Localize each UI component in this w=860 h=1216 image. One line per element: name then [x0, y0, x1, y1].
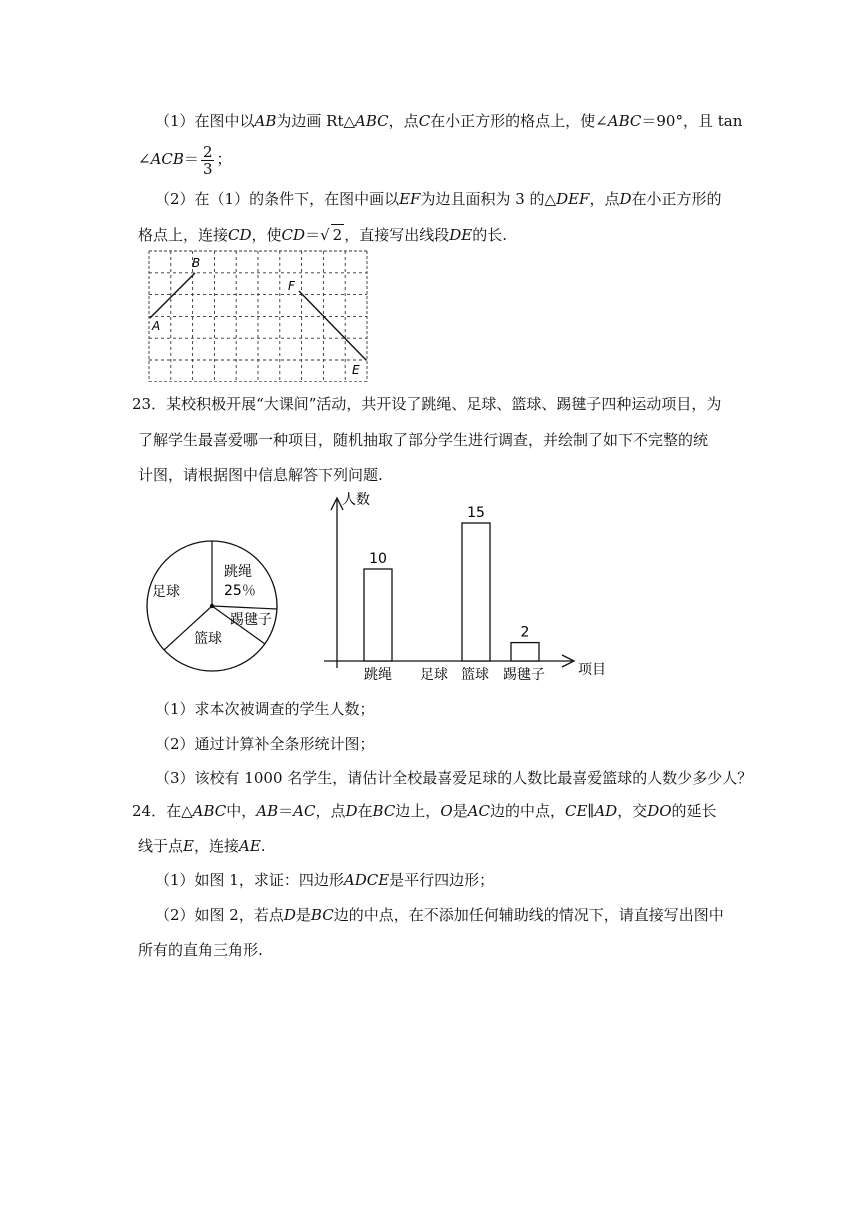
- bar-2: [462, 523, 490, 661]
- q24-part1: （1）如图 1，求证：四边形ADCE是平行四边形；: [155, 871, 495, 889]
- bar-3: [511, 643, 539, 661]
- q23-line3: 计图，请根据图中信息解答下列问题.: [138, 466, 383, 484]
- category-label: 篮球: [461, 667, 489, 683]
- grid-figure: [148, 250, 370, 382]
- q24-part2-line2: 所有的直角三角形.: [138, 941, 263, 959]
- bar-value-label: 2: [520, 624, 530, 641]
- q22-part2-line2: 格点上，连接CD，使CD＝√ 2 ，直接写出线段DE的长.: [138, 226, 507, 244]
- q22-part2-line1: （2）在（1）的条件下，在图中画以EF为边且面积为 3 的△DEF，点D在小正方形的: [155, 190, 722, 208]
- bar-value-label: 15: [467, 505, 485, 521]
- pie-center: [210, 604, 214, 608]
- q23-question3: （3）该校有 1000 名学生，请估计全校最喜爱足球的人数比最喜爱篮球的人数少多少人？: [155, 769, 753, 787]
- label-e: E: [352, 363, 360, 377]
- grid-lines: [149, 251, 367, 382]
- q24-line2: 线于点E，连接AE.: [138, 837, 266, 855]
- q23-question1: （1）求本次被调查的学生人数；: [155, 700, 375, 718]
- pie-label-shuttlecock: 踢毽子: [230, 612, 272, 628]
- bar-0: [364, 569, 392, 661]
- q23-line1: 23．某校积极开展“大课间”活动，共开设了跳绳、足球、篮球、踢毽子四种运动项目，为: [132, 395, 722, 413]
- label-a: A: [152, 319, 161, 333]
- bars-group: [364, 505, 545, 683]
- pie-label-jump: 跳绳: [224, 564, 252, 580]
- x-axis-label: 项目: [578, 662, 606, 678]
- q23-question2: （2）通过计算补全条形统计图；: [155, 735, 375, 753]
- q22-part1-line1: （1）在图中以AB为边画 Rt△ABC，点C在小正方形的格点上，使∠ABC＝90°，且 tan: [155, 112, 743, 130]
- pie-label-football: 足球: [152, 584, 180, 600]
- label-b: B: [192, 256, 201, 270]
- bar-chart: [320, 488, 610, 688]
- pie-label-jump-percent: 25％: [224, 583, 256, 599]
- category-label: 足球: [420, 667, 448, 683]
- segment-fe: [299, 291, 366, 360]
- pie-label-basketball: 篮球: [194, 631, 222, 647]
- bar-value-label: 10: [369, 551, 387, 567]
- pie-divider-right: [212, 606, 277, 609]
- fraction: $\frac{2}{3}$: [202, 142, 213, 178]
- y-axis-label: 人数: [342, 492, 370, 508]
- category-label: 踢毽子: [503, 667, 545, 683]
- segment-ab: [150, 273, 195, 318]
- q23-line2: 了解学生最喜爱哪一种项目，随机抽取了部分学生进行调查，并绘制了如下不完整的统: [138, 431, 709, 449]
- q22-part1-line2: ∠ACB＝ $\frac{2}{3}$ ；: [138, 142, 232, 178]
- q24-part2-line1: （2）如图 2，若点D是BC边的中点，在不添加任何辅助线的情况下，请直接写出图中: [155, 906, 724, 924]
- q24-line1: 24．在△ABC中，AB＝AC，点D在BC边上，O是AC边的中点，CE∥AD，交DO的延长: [132, 802, 717, 820]
- pie-chart: [144, 538, 284, 678]
- category-label: 跳绳: [364, 667, 392, 683]
- label-f: F: [288, 279, 295, 293]
